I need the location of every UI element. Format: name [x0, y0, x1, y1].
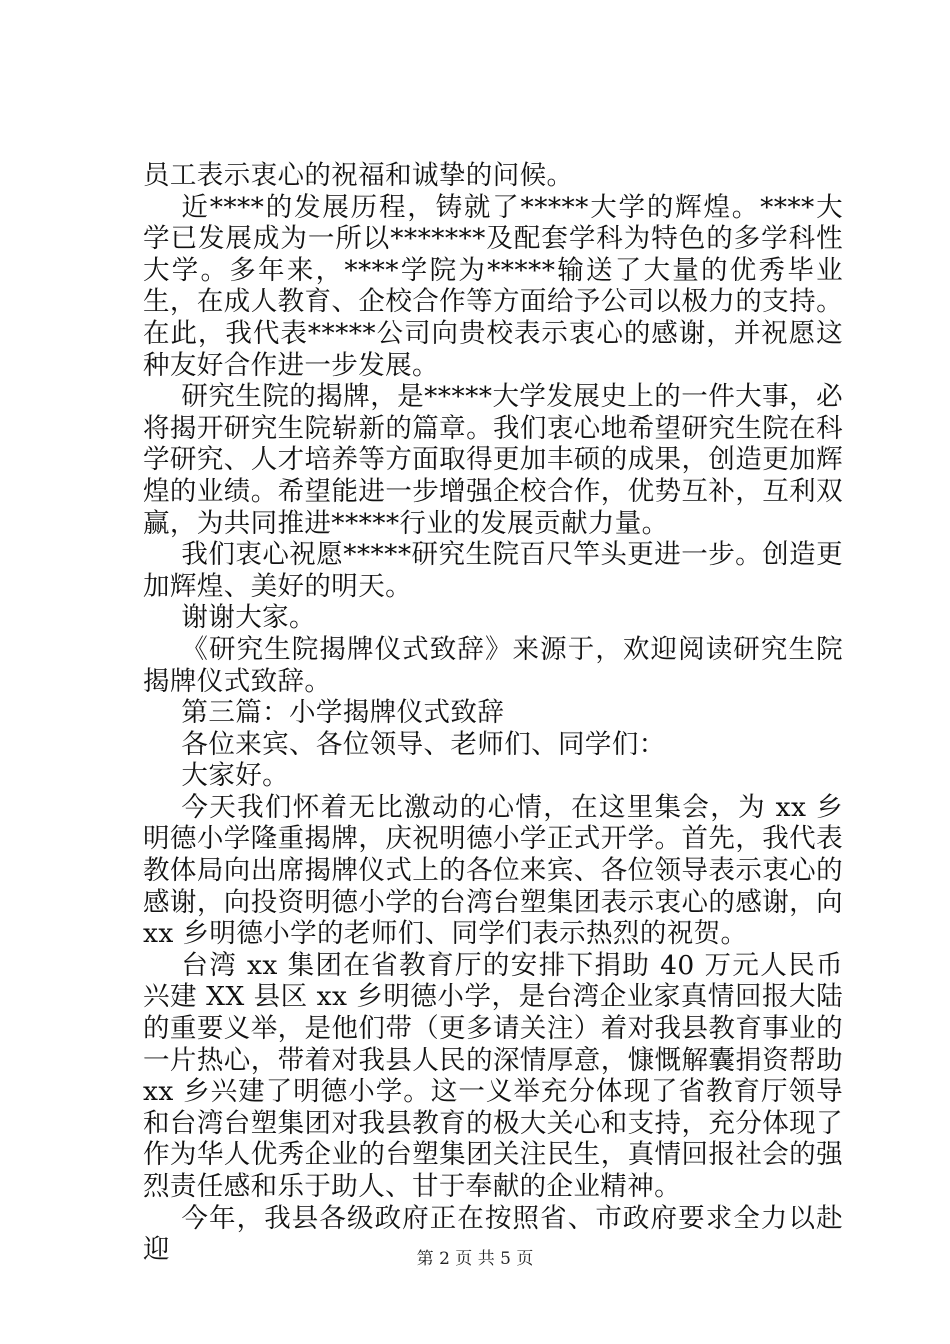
page-footer: 第 2 页 共 5 页 [416, 1249, 534, 1269]
document-body [143, 160, 843, 1266]
paragraph: 我们衷心祝愿*****研究生院百尺竿头更进一步。创造更加辉煌、美好的明天。 [143, 539, 843, 602]
paragraph: 谢谢大家。 [181, 602, 316, 634]
paragraph: 今天我们怀着无比激动的心情，在这里集会，为 xx 乡明德小学隆重揭牌，庆祝明德小学正式开学。首先，我代表教体局向出席揭牌仪式上的各位来宾、各位领导表示衷心的感谢，向投资明德小学的台湾台塑集团表示衷心的感谢，向 xx 乡明德小学的老师们、同学们表示热烈的祝贺。 [143, 791, 843, 950]
paragraph: 今年，我县各级政府正在按照省、市政府要求全力以赴迎 [143, 1202, 843, 1266]
salutation: 各位来宾、各位领导、老师们、同学们： [181, 728, 666, 760]
paragraph: 《研究生院揭牌仪式致辞》来源于，欢迎阅读研究生院揭牌仪式致辞。 [143, 633, 843, 697]
paragraph: 台湾 xx 集团在省教育厅的安排下捐助 40 万元人民币兴建 XX 县区 xx 乡明德小学，是台湾企业家真情回报大陆的重要义举，是他们带（更多请关注）着对我县教育事业的一片热心，带着对我县人民的深情厚意，慷慨解囊捐资帮助 xx 乡兴建了明德小学。这一义举充分体现了省教育厅领导和台湾台塑集团对我县教育的极大关心和支持，充分体现了作为华人优秀企业的台塑集团关注民生，真情回报社会的强烈责任感和乐于助人、甘于奉献的企业精神。 [143, 949, 843, 1202]
section-heading: 第三篇：小学揭牌仪式致辞 [181, 697, 505, 729]
paragraph: 研究生院的揭牌，是*****大学发展史上的一件大事，必将揭开研究生院崭新的篇章。我们衷心地希望研究生院在科学研究、人才培养等方面取得更加丰硕的成果，创造更加辉煌的业绩。希望能进一步增强企校合作，优势互补，互利双赢，为共同推进*****行业的发展贡献力量。 [143, 381, 843, 539]
greeting: 大家好。 [181, 760, 290, 792]
paragraph: 近****的发展历程，铸就了*****大学的辉煌。****大学已发展成为一所以*******及配套学科为特色的多学科性大学。多年来，****学院为*****输送了大量的优秀毕业生，在成人教育、企校合作等方面给予公司以极力的支持。在此，我代表*****公司向贵校表示衷心的感谢，并祝愿这种友好合作进一步发展。 [143, 191, 843, 381]
paragraph: 员工表示衷心的祝福和诚挚的问候。 [143, 160, 574, 191]
